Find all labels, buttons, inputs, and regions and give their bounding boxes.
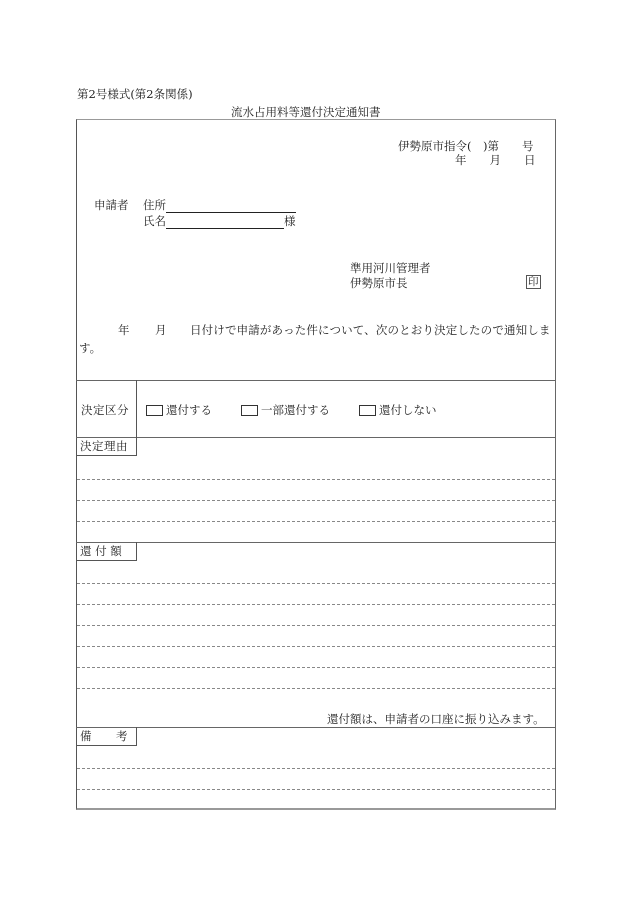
seal-mark xyxy=(526,274,541,289)
decision-option-no-refund[interactable] xyxy=(359,402,437,418)
name-label: 氏名 xyxy=(143,214,166,228)
issuer-title: 準用河川管理者 xyxy=(350,261,431,275)
applicant-label: 申請者 xyxy=(94,198,129,212)
decision-column-divider xyxy=(136,380,137,437)
issuer-name: 伊勢原市長 xyxy=(350,276,408,290)
name-row xyxy=(143,213,296,229)
refund-line-2[interactable] xyxy=(77,604,555,605)
document-title: 流水占用料等還付決定通知書 xyxy=(231,105,381,119)
reason-label: 決定理由 xyxy=(76,437,137,456)
refund-note: 還付額は、申請者の口座に振り込みます。 xyxy=(327,712,545,726)
refund-line-3[interactable] xyxy=(77,625,555,626)
checkbox-no-refund[interactable] xyxy=(359,405,376,416)
option-label: 還付しない xyxy=(379,403,437,417)
remarks-label: 備 考 xyxy=(76,727,137,746)
reason-line-1[interactable] xyxy=(77,479,555,480)
refund-line-6[interactable] xyxy=(77,688,555,689)
divider-remarks-top xyxy=(76,727,556,728)
refund-amount-label: 還 付 額 xyxy=(76,542,137,561)
option-label: 還付する xyxy=(166,403,212,417)
refund-line-4[interactable] xyxy=(77,646,555,647)
name-field[interactable] xyxy=(166,216,284,229)
body-text-main: 日付けで申請があった件について、次のとおり決定したので通知しま xyxy=(190,323,551,337)
body-text-end: す。 xyxy=(79,341,102,355)
remarks-line-1[interactable] xyxy=(77,768,555,769)
reference-number: 伊勢原市指令( )第 号 xyxy=(398,139,534,153)
decision-option-partial-refund[interactable] xyxy=(241,402,330,418)
issue-date: 年 月 日 xyxy=(455,153,536,167)
divider-refund-top xyxy=(76,542,556,543)
divider-reason-top xyxy=(76,437,556,438)
body-text-month: 月 xyxy=(155,323,167,337)
form-number: 第2号様式(第2条関係) xyxy=(77,87,193,101)
address-field[interactable] xyxy=(166,200,296,213)
remarks-line-2[interactable] xyxy=(77,789,555,790)
refund-line-1[interactable] xyxy=(77,583,555,584)
decision-option-refund[interactable] xyxy=(146,402,212,418)
divider-decision-top xyxy=(76,380,556,381)
checkbox-refund[interactable] xyxy=(146,405,163,416)
address-label: 住所 xyxy=(143,198,166,212)
honorific: 様 xyxy=(284,214,296,228)
refund-line-5[interactable] xyxy=(77,667,555,668)
decision-label: 決定区分 xyxy=(81,403,129,417)
reason-line-2[interactable] xyxy=(77,500,555,501)
body-text-year: 年 xyxy=(118,323,130,337)
option-label: 一部還付する xyxy=(261,403,330,417)
reason-line-3[interactable] xyxy=(77,521,555,522)
address-row xyxy=(143,197,296,213)
checkbox-partial-refund[interactable] xyxy=(241,405,258,416)
seal-icon: 印 xyxy=(528,276,539,288)
